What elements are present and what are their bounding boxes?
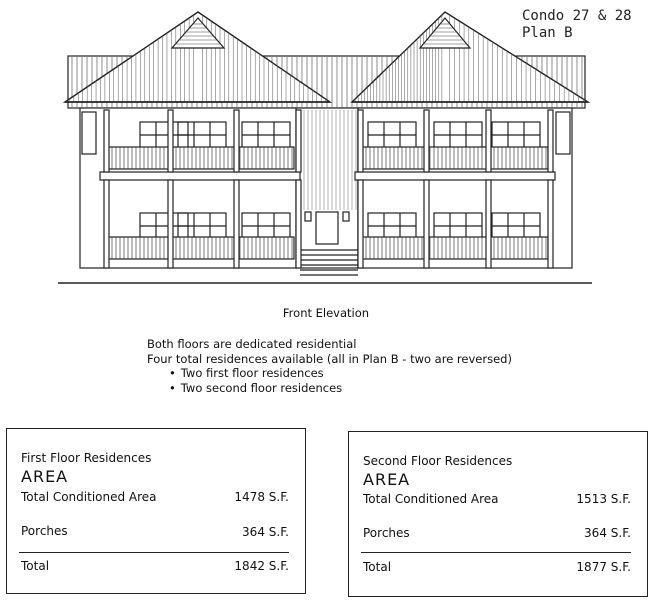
total-divider — [19, 552, 289, 553]
total-label: Total — [21, 559, 50, 573]
box-heading: Second Floor Residences — [363, 454, 513, 468]
total-label: Total — [363, 560, 392, 574]
porches-value: 364 S.F. — [584, 526, 631, 540]
first-floor-area-box — [6, 428, 306, 594]
plan-name: Plan B — [522, 25, 573, 41]
total-value: 1842 S.F. — [234, 559, 289, 573]
condo-number: Condo 27 & 28 — [522, 8, 632, 24]
notes-line-1: Both floors are dedicated residential — [147, 337, 357, 351]
conditioned-area-label: Total Conditioned Area — [21, 490, 157, 504]
area-label: AREA — [21, 467, 69, 486]
total-value: 1877 S.F. — [576, 560, 631, 574]
box-heading: First Floor Residences — [21, 451, 152, 465]
conditioned-area-label: Total Conditioned Area — [363, 492, 499, 506]
notes-bullet: • Two second floor residences — [147, 381, 512, 396]
porches-value: 364 S.F. — [242, 525, 289, 539]
second-floor-area-box — [348, 431, 648, 597]
area-label: AREA — [363, 470, 411, 489]
conditioned-area-value: 1478 S.F. — [234, 490, 289, 504]
elevation-caption: Front Elevation — [282, 306, 370, 320]
notes-line-2: Four total residences available (all in Plan B - two are reversed) — [147, 351, 512, 366]
porches-label: Porches — [363, 526, 410, 540]
notes-block — [147, 337, 512, 395]
notes-bullet: • Two first floor residences — [147, 366, 512, 381]
conditioned-area-value: 1513 S.F. — [576, 492, 631, 506]
porches-label: Porches — [21, 524, 68, 538]
total-divider — [361, 552, 631, 553]
